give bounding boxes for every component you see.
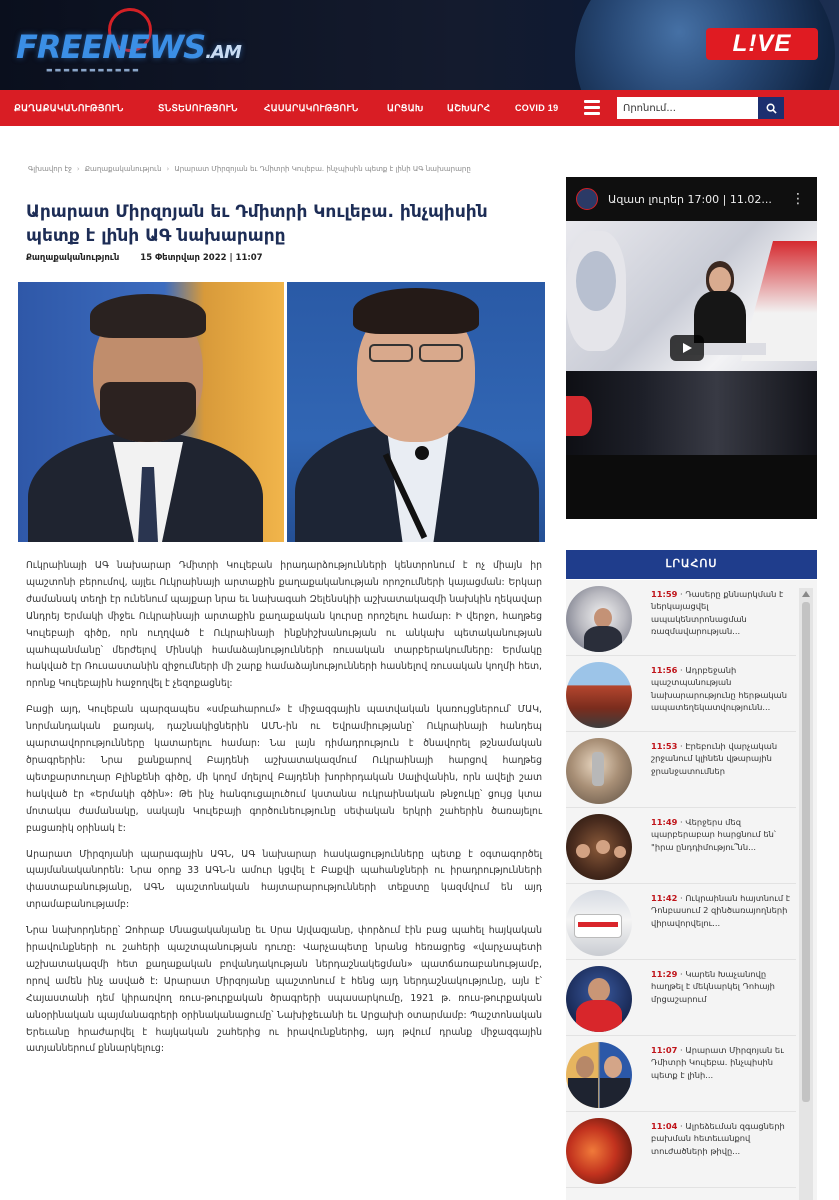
scroll-thumb[interactable]	[802, 602, 810, 1102]
nav-item-covid[interactable]: COVID 19	[515, 103, 559, 113]
feed-headline: Վերջերս մեզ պարբերաբար հարցնում են՝ "իրա ընդդիմությու՞նն...	[651, 817, 776, 852]
article-title: Արարատ Միրզոյան եւ Դմիտրի Կուլեբա. ինչպիսին պետք է լինի ԱԳ նախարարը	[26, 202, 488, 246]
feed-thumbnail	[566, 1042, 632, 1108]
feed-thumbnail	[566, 586, 632, 652]
search-icon	[766, 103, 777, 114]
feed-thumbnail	[566, 814, 632, 880]
feed-headline: Ալրեձեւման զգացների բախման հետեւանքով տուժածների թիվը...	[651, 1121, 785, 1156]
nav-item-artsakh[interactable]: ԱՐՑԱԽ	[387, 103, 424, 113]
feed-thumbnail	[566, 1118, 632, 1184]
feed-time: 11:49	[651, 817, 678, 827]
feed-item[interactable]: 11:49 · Վերջերս մեզ պարբերաբար հարցնում են՝ "իրա ընդդիմությու՞նն...	[566, 808, 796, 884]
feed-item[interactable]: 11:56 · Ադրբեջանի պաշտպանության նախարարությունը հերթական ապատեղեկատվությունն...	[566, 656, 796, 732]
hamburger-menu-icon[interactable]	[584, 100, 600, 116]
hero-photo-right	[287, 282, 545, 542]
feed-item[interactable]: 11:04 · Ալրեձեւման զգացների բախման հետեւանքով տուժածների թիվը...	[566, 1112, 796, 1188]
feed-time: 11:56	[651, 665, 678, 675]
site-logo[interactable]	[16, 8, 241, 80]
article-category[interactable]: Քաղաքականություն	[26, 253, 120, 263]
channel-avatar[interactable]	[576, 188, 598, 210]
news-feed	[566, 580, 817, 1200]
video-title-bar	[566, 177, 817, 221]
hero-photo-left	[18, 282, 284, 542]
video-bottom-area	[566, 455, 817, 519]
feed-thumbnail	[566, 890, 632, 956]
feed-headline: Ադրբեջանի պաշտպանության նախարարությունը հերթական ապատեղեկատվությունն...	[651, 665, 787, 712]
site-header	[0, 0, 839, 90]
play-icon	[681, 342, 693, 354]
feed-headline: Ուկրաինան հայտնում է Դոնբասում 2 զինծառայողների վիրավորվելու...	[651, 893, 791, 928]
article-hero-image	[18, 282, 545, 542]
breadcrumb-home[interactable]: Գլխավոր էջ	[28, 165, 72, 173]
logo-tagline: ▬▬▬▬▬▬▬▬▬▬▬	[46, 66, 141, 74]
article-meta	[26, 253, 263, 263]
search-input[interactable]	[617, 97, 758, 119]
feed-thumbnail	[566, 738, 632, 804]
breadcrumb-category[interactable]: Քաղաքականություն	[84, 165, 162, 173]
nav-item-world[interactable]: ԱՇԽԱՐՀ	[447, 103, 491, 113]
feed-time: 11:53	[651, 741, 678, 751]
article-paragraph: Բացի այդ, Կուլեբան պարզապես «սմբահարում» է միջազգային պատվական կառույցներում՝ ՄԱԿ, նորմանդական քառյակ, դաշնակիցներին ԱՄՆ-ին ու Եվրամիությանը՝ Ուկրաինայի հանդեպ պարտավորությունները կատարելու համար: Նա լայն դիմադրություն է ծնավորել թշնամական ծրագրերին: Նրա քանքարով Բայդենի աշխատակազմում Ուկրաինայի հարցով հաղթեց պետքարտուղար Բլինքենի գիծը, մի կողմ մղելով Բայդենի խորհրդական Սալիվանին, որն ավելի շատ հակված էր «Երմակի գծին»: Թե ինչ հանգուցալուծում կստանա ուկրաինական թնջուկը՝ ցույց կտա մոտակա ժամանակը, սակայն Կուլեբայի գործունեությունը սեփական երկրի շահերին ծառայելու բացառիկ օրինակ է:	[26, 704, 542, 834]
feed-time: 11:59	[651, 589, 678, 599]
play-button[interactable]	[670, 335, 704, 361]
scroll-up-icon[interactable]	[799, 588, 813, 600]
breadcrumb: Գլխավոր էջ › Քաղաքականություն › Արարատ Միրզոյան եւ Դմիտրի Կուլեբա. ինչպիսին պետք է լինի ԱԳ նախարարը	[28, 165, 471, 173]
news-feed-heading: ԼՐԱՀՈՍ	[566, 550, 817, 579]
feed-headline: Արարատ Միրզոյան եւ Դմիտրի Կուլեբա. ինչպիսին պետք է լինի...	[651, 1045, 784, 1080]
feed-item[interactable]: 11:42 · Ուկրաինան հայտնում է Դոնբասում 2 զինծառայողների վիրավորվելու...	[566, 884, 796, 960]
feed-time: 11:04	[651, 1121, 678, 1131]
feed-item[interactable]: 11:07 · Արարատ Միրզոյան եւ Դմիտրի Կուլեբա. ինչպիսին պետք է լինի...	[566, 1036, 796, 1112]
feed-scrollbar[interactable]	[799, 588, 813, 1200]
live-button[interactable]: L!VE	[706, 28, 818, 60]
nav-item-society[interactable]: ՀԱՍԱՐԱԿՈՒԹՅՈՒՆ	[264, 103, 359, 113]
logo-wordmark: FREENEWS.AM	[16, 28, 241, 66]
feed-item[interactable]: 11:53 · Էրեբունի վարչական շրջանում կլինեն վթարային ջրանջատումներ	[566, 732, 796, 808]
article-paragraph: Արարատ Միրզոյանի պարագային ԱԳՆ, ԱԳ նախարար հասկացությունները պետք է օգտագործել պայմանականորեն: Նրա օրոք 33 ԱԳՆ-ն ամուր կցվել է Բաքվի պահանջների ու իրադրությունների փաստաբանությանը, ԱԳՆ պաշտոնական հայտարարությունների տեքստը կազմվում են այդ տրամաբանությամբ:	[26, 848, 542, 911]
feed-headline: Դասերը քննարկման է ներկայացվել ապակենտրոնացման ռազմավարության...	[651, 589, 784, 636]
feed-headline: Կարեն Խաչանովը հաղթել է մեկնարկել Դոհայի մրցաշարում	[651, 969, 775, 1004]
search-button[interactable]	[758, 97, 784, 119]
feed-item[interactable]: 11:29 · Կարեն Խաչանովը հաղթել է մեկնարկել Դոհայի մրցաշարում	[566, 960, 796, 1036]
article-date: 15 Փետրվար 2022 | 11:07	[140, 253, 263, 263]
feed-time: 11:42	[651, 893, 678, 903]
video-player[interactable]	[566, 177, 817, 519]
nav-item-economy[interactable]: ՏՆՏԵՍՈՒԹՅՈՒՆ	[158, 103, 238, 113]
breadcrumb-current: Արարատ Միրզոյան եւ Դմիտրի Կուլեբա. ինչպիսին պետք է լինի ԱԳ նախարարը	[174, 165, 471, 173]
feed-headline: Էրեբունի վարչական շրջանում կլինեն վթարային ջրանջատումներ	[651, 741, 778, 776]
article-paragraph: Նրա նախորդները՝ Զոհրաբ Մնացականյանը եւ Սրա Այվազյանը, փորձում էին բաց պահել հայկական իրավունքների ու շահերի պաշտպանության դուռը: Վարչապետը նրանց հեռացրեց «վարչապետի աշխատակազմի հետ քաղաքական բովանդակության ներդաշնակեցման» պատճառաբանությամբ, որով ամեն ինչ ասված է: Արարատ Միրզոյանը պաշտոնում է հենց այդ ներդաշնակությունը, այն է՝ Հայաստանի դեմ կիրառվող ռուս-թուրքական ծրագրերի սպասարկումը, 1921 թ. ռուս-թուրքական անօրինական պայմանագրերի օրինականացումը՝ Նախիջեւանի եւ Արցախի օտարմամբ: Պաշտոնական Երեւանը հրաժարվել է հայկական շահերից ու իրավունքներից, այդ թվում դրանք միջազգային ատյաններում քննարկելուց:	[26, 925, 542, 1055]
nav-item-politics[interactable]: ՔԱՂԱՔԱԿԱՆՈՒԹՅՈՒՆ	[14, 103, 124, 113]
feed-item[interactable]: 11:59 · Դասերը քննարկման է ներկայացվել ապակենտրոնացման ռազմավարության...	[566, 580, 796, 656]
video-title[interactable]: Ազատ լուրեր 17:00 | 11.02...	[608, 192, 772, 206]
feed-thumbnail	[566, 662, 632, 728]
article-paragraph: Ուկրաինայի ԱԳ նախարար Դմիտրի Կուլեբան իրադարձությունների կենտրոնում է ոչ միայն իր պաշտոնի բերումով, այլեւ Ուկրաինայի արտաքին քաղաքականության որոշումների կայացման: Երկար ժամանակ տեղի էր ունենում պայքար նրա եւ նախագահ Զելենսկիի աշխատակազմի նախկին ղեկավար Անդրեյ Երմակի միջեւ Ուկրաինայի արտաքին քաղաքական կուրսը որոշելու համար: Ի վերջո, հաղթեց Կուլեբայի գիծը, որն ուղղված է Ուկրաինայի ինքնիշխանության ու անկախ պետականության պահպանմանը՝ մերժելով Մինսկի համաձայնությունների ռուսական տարբերակումները: Երմակը հակված էր Ռուսաստանին զիջումների մի շարք համաձայնությունների հասնելով ռուսական կողմի հետ, որոնք Կուլեբային հաջողվել է չեզոքացնել:	[26, 560, 542, 690]
article-body	[26, 558, 542, 1067]
feed-time: 11:07	[651, 1045, 678, 1055]
feed-time: 11:29	[651, 969, 678, 979]
feed-thumbnail	[566, 966, 632, 1032]
more-options-icon[interactable]: ⋮	[791, 191, 805, 207]
